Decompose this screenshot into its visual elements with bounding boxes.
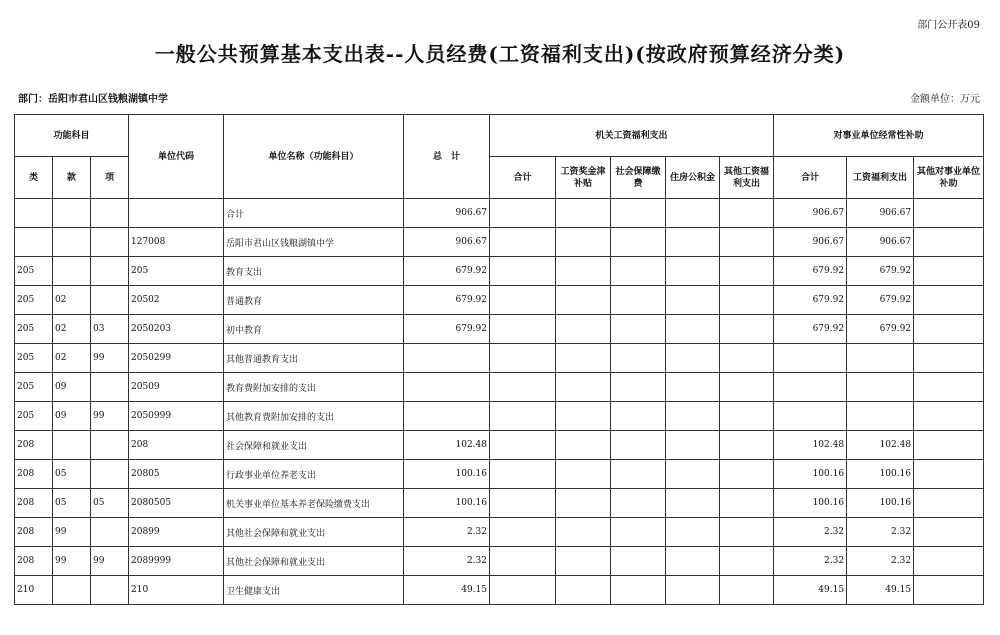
cell-org-sum xyxy=(490,344,556,373)
cell-unit-name: 其他教育费附加安排的支出 xyxy=(224,402,404,431)
cell-pub-other xyxy=(914,199,984,228)
cell-total: 2.32 xyxy=(404,518,490,547)
cell-org-bonus xyxy=(556,199,611,228)
cell-total: 679.92 xyxy=(404,257,490,286)
cell-unit-name: 合计 xyxy=(224,199,404,228)
cell-unit-name: 普通教育 xyxy=(224,286,404,315)
cell-total: 100.16 xyxy=(404,460,490,489)
cell-kuan xyxy=(53,257,91,286)
table-row xyxy=(15,199,984,228)
cell-org-bonus xyxy=(556,373,611,402)
cell-pub-other xyxy=(914,431,984,460)
cell-org-sum xyxy=(490,286,556,315)
cell-xiang xyxy=(91,257,129,286)
cell-lei: 205 xyxy=(15,402,53,431)
cell-kuan: 05 xyxy=(53,489,91,518)
cell-org-bonus xyxy=(556,547,611,576)
header-org-bonus: 工资奖金津补贴 xyxy=(556,157,611,199)
cell-pub-other xyxy=(914,257,984,286)
cell-xiang xyxy=(91,373,129,402)
cell-pub-wage: 679.92 xyxy=(847,286,914,315)
header-org-housing: 住房公积金 xyxy=(666,157,720,199)
cell-pub-sum: 100.16 xyxy=(774,460,847,489)
cell-org-social xyxy=(611,315,666,344)
cell-pub-sum: 906.67 xyxy=(774,228,847,257)
cell-org-other xyxy=(720,286,774,315)
cell-org-social xyxy=(611,518,666,547)
cell-org-sum xyxy=(490,489,556,518)
cell-org-social xyxy=(611,489,666,518)
cell-org-social xyxy=(611,460,666,489)
cell-xiang: 05 xyxy=(91,489,129,518)
cell-unit-name: 卫生健康支出 xyxy=(224,576,404,605)
header-xiang: 项 xyxy=(91,157,129,199)
cell-pub-other xyxy=(914,228,984,257)
table-row xyxy=(15,518,984,547)
cell-org-sum xyxy=(490,431,556,460)
cell-pub-wage xyxy=(847,344,914,373)
cell-total xyxy=(404,344,490,373)
cell-xiang xyxy=(91,576,129,605)
cell-kuan xyxy=(53,431,91,460)
cell-unit-code: 205 xyxy=(129,257,224,286)
cell-pub-wage: 49.15 xyxy=(847,576,914,605)
cell-kuan: 05 xyxy=(53,460,91,489)
table-row xyxy=(15,460,984,489)
cell-org-other xyxy=(720,489,774,518)
cell-kuan: 02 xyxy=(53,286,91,315)
cell-kuan: 99 xyxy=(53,547,91,576)
table-row xyxy=(15,257,984,286)
cell-xiang: 99 xyxy=(91,547,129,576)
cell-lei: 205 xyxy=(15,373,53,402)
cell-org-social xyxy=(611,431,666,460)
header-pub-wage: 工资福利支出 xyxy=(847,157,914,199)
cell-pub-wage: 679.92 xyxy=(847,257,914,286)
cell-pub-sum xyxy=(774,402,847,431)
cell-pub-sum: 102.48 xyxy=(774,431,847,460)
cell-kuan xyxy=(53,576,91,605)
cell-pub-other xyxy=(914,460,984,489)
cell-pub-other xyxy=(914,576,984,605)
header-lei: 类 xyxy=(15,157,53,199)
table-body xyxy=(15,199,984,605)
cell-org-housing xyxy=(666,547,720,576)
cell-unit-name: 机关事业单位基本养老保险缴费支出 xyxy=(224,489,404,518)
cell-org-housing xyxy=(666,286,720,315)
table-row xyxy=(15,576,984,605)
table-row xyxy=(15,373,984,402)
cell-org-sum xyxy=(490,373,556,402)
cell-unit-code: 2089999 xyxy=(129,547,224,576)
cell-unit-code: 210 xyxy=(129,576,224,605)
cell-unit-code: 20509 xyxy=(129,373,224,402)
cell-unit-code: 2050999 xyxy=(129,402,224,431)
cell-org-social xyxy=(611,228,666,257)
cell-xiang xyxy=(91,286,129,315)
page-title: 一般公共预算基本支出表--人员经费(工资福利支出)(按政府预算经济分类) xyxy=(154,42,846,66)
cell-pub-other xyxy=(914,373,984,402)
cell-xiang: 99 xyxy=(91,402,129,431)
header-org-sum: 合计 xyxy=(490,157,556,199)
cell-org-other xyxy=(720,576,774,605)
cell-org-housing xyxy=(666,518,720,547)
cell-pub-other xyxy=(914,344,984,373)
cell-kuan: 02 xyxy=(53,315,91,344)
cell-org-sum xyxy=(490,228,556,257)
cell-org-social xyxy=(611,286,666,315)
cell-unit-code: 127008 xyxy=(129,228,224,257)
cell-pub-wage: 2.32 xyxy=(847,547,914,576)
cell-org-other xyxy=(720,373,774,402)
cell-org-sum xyxy=(490,518,556,547)
cell-kuan xyxy=(53,228,91,257)
cell-lei: 208 xyxy=(15,489,53,518)
cell-lei: 208 xyxy=(15,460,53,489)
cell-org-housing xyxy=(666,373,720,402)
cell-lei xyxy=(15,228,53,257)
cell-total: 679.92 xyxy=(404,315,490,344)
cell-org-housing xyxy=(666,315,720,344)
cell-org-housing xyxy=(666,460,720,489)
cell-org-sum xyxy=(490,547,556,576)
header-unit-code: 单位代码 xyxy=(129,115,224,199)
cell-unit-code: 208 xyxy=(129,431,224,460)
cell-pub-sum: 679.92 xyxy=(774,315,847,344)
cell-pub-sum: 679.92 xyxy=(774,286,847,315)
cell-pub-wage: 102.48 xyxy=(847,431,914,460)
cell-pub-sum xyxy=(774,373,847,402)
cell-org-housing xyxy=(666,489,720,518)
cell-unit-code: 20899 xyxy=(129,518,224,547)
cell-pub-wage: 100.16 xyxy=(847,460,914,489)
cell-pub-wage: 2.32 xyxy=(847,518,914,547)
cell-unit-name: 行政事业单位养老支出 xyxy=(224,460,404,489)
cell-xiang xyxy=(91,431,129,460)
cell-org-other xyxy=(720,199,774,228)
cell-xiang: 03 xyxy=(91,315,129,344)
cell-org-housing xyxy=(666,199,720,228)
cell-org-social xyxy=(611,344,666,373)
cell-pub-sum xyxy=(774,344,847,373)
form-number: 部门公开表09 xyxy=(917,20,980,31)
cell-pub-wage: 679.92 xyxy=(847,315,914,344)
cell-pub-sum: 679.92 xyxy=(774,257,847,286)
cell-org-sum xyxy=(490,315,556,344)
cell-unit-code: 20805 xyxy=(129,460,224,489)
amount-unit-label: 金额单位：万元 xyxy=(910,94,980,105)
cell-org-social xyxy=(611,547,666,576)
cell-org-other xyxy=(720,228,774,257)
cell-org-bonus xyxy=(556,344,611,373)
cell-org-sum xyxy=(490,257,556,286)
cell-total: 906.67 xyxy=(404,228,490,257)
cell-unit-code: 2050203 xyxy=(129,315,224,344)
cell-org-bonus xyxy=(556,431,611,460)
cell-unit-code: 2080505 xyxy=(129,489,224,518)
table-row xyxy=(15,431,984,460)
table-row xyxy=(15,315,984,344)
cell-unit-code xyxy=(129,199,224,228)
cell-org-social xyxy=(611,576,666,605)
cell-unit-code: 20502 xyxy=(129,286,224,315)
cell-org-housing xyxy=(666,402,720,431)
cell-total: 679.92 xyxy=(404,286,490,315)
cell-org-housing xyxy=(666,257,720,286)
cell-lei: 210 xyxy=(15,576,53,605)
cell-xiang xyxy=(91,199,129,228)
cell-pub-wage: 906.67 xyxy=(847,228,914,257)
cell-unit-code: 2050299 xyxy=(129,344,224,373)
cell-kuan xyxy=(53,199,91,228)
cell-pub-sum: 906.67 xyxy=(774,199,847,228)
cell-total: 2.32 xyxy=(404,547,490,576)
cell-org-sum xyxy=(490,576,556,605)
cell-pub-other xyxy=(914,518,984,547)
cell-lei: 208 xyxy=(15,431,53,460)
table-row xyxy=(15,489,984,518)
cell-org-sum xyxy=(490,199,556,228)
cell-org-social xyxy=(611,373,666,402)
cell-org-sum xyxy=(490,460,556,489)
cell-org-bonus xyxy=(556,489,611,518)
cell-pub-wage: 100.16 xyxy=(847,489,914,518)
cell-unit-name: 教育支出 xyxy=(224,257,404,286)
cell-unit-name: 社会保障和就业支出 xyxy=(224,431,404,460)
cell-total: 100.16 xyxy=(404,489,490,518)
cell-xiang xyxy=(91,460,129,489)
cell-org-bonus xyxy=(556,402,611,431)
cell-total: 49.15 xyxy=(404,576,490,605)
cell-xiang xyxy=(91,518,129,547)
header-org-social: 社会保障缴费 xyxy=(611,157,666,199)
department-label: 部门：岳阳市君山区钱粮湖镇中学 xyxy=(18,94,168,105)
cell-org-other xyxy=(720,460,774,489)
cell-org-bonus xyxy=(556,286,611,315)
cell-org-other xyxy=(720,402,774,431)
cell-unit-name: 其他普通教育支出 xyxy=(224,344,404,373)
header-kuan: 款 xyxy=(53,157,91,199)
cell-kuan: 09 xyxy=(53,373,91,402)
cell-unit-name: 教育费附加安排的支出 xyxy=(224,373,404,402)
cell-org-bonus xyxy=(556,228,611,257)
cell-org-bonus xyxy=(556,460,611,489)
cell-unit-name: 岳阳市君山区钱粮湖镇中学 xyxy=(224,228,404,257)
cell-total: 906.67 xyxy=(404,199,490,228)
cell-pub-other xyxy=(914,402,984,431)
cell-lei: 205 xyxy=(15,344,53,373)
cell-lei: 208 xyxy=(15,547,53,576)
cell-pub-sum: 100.16 xyxy=(774,489,847,518)
cell-org-bonus xyxy=(556,257,611,286)
cell-pub-wage xyxy=(847,402,914,431)
cell-org-social xyxy=(611,199,666,228)
cell-total xyxy=(404,373,490,402)
cell-org-bonus xyxy=(556,518,611,547)
cell-unit-name: 其他社会保障和就业支出 xyxy=(224,518,404,547)
header-pub-other: 其他对事业单位补助 xyxy=(914,157,984,199)
header-unit-name: 单位名称（功能科目） xyxy=(224,115,404,199)
cell-pub-other xyxy=(914,286,984,315)
cell-org-other xyxy=(720,257,774,286)
cell-org-other xyxy=(720,547,774,576)
cell-pub-sum: 2.32 xyxy=(774,518,847,547)
cell-lei: 205 xyxy=(15,257,53,286)
cell-kuan: 09 xyxy=(53,402,91,431)
cell-total: 102.48 xyxy=(404,431,490,460)
cell-org-housing xyxy=(666,576,720,605)
cell-pub-sum: 49.15 xyxy=(774,576,847,605)
header-public-subsidy-group: 对事业单位经常性补助 xyxy=(774,115,984,157)
cell-pub-other xyxy=(914,315,984,344)
header-func-subject: 功能科目 xyxy=(15,115,129,157)
cell-lei: 208 xyxy=(15,518,53,547)
budget-table xyxy=(14,114,984,605)
table-row xyxy=(15,344,984,373)
table-row xyxy=(15,228,984,257)
cell-lei xyxy=(15,199,53,228)
cell-org-bonus xyxy=(556,576,611,605)
cell-org-other xyxy=(720,315,774,344)
cell-lei: 205 xyxy=(15,315,53,344)
cell-org-other xyxy=(720,431,774,460)
table-row xyxy=(15,286,984,315)
cell-total xyxy=(404,402,490,431)
header-org-wage-group: 机关工资福利支出 xyxy=(490,115,774,157)
cell-xiang: 99 xyxy=(91,344,129,373)
cell-org-housing xyxy=(666,228,720,257)
cell-kuan: 02 xyxy=(53,344,91,373)
cell-xiang xyxy=(91,228,129,257)
cell-unit-name: 其他社会保障和就业支出 xyxy=(224,547,404,576)
cell-kuan: 99 xyxy=(53,518,91,547)
cell-org-housing xyxy=(666,431,720,460)
cell-org-housing xyxy=(666,344,720,373)
cell-lei: 205 xyxy=(15,286,53,315)
table-row xyxy=(15,402,984,431)
cell-pub-other xyxy=(914,547,984,576)
cell-org-social xyxy=(611,257,666,286)
cell-unit-name: 初中教育 xyxy=(224,315,404,344)
cell-pub-wage xyxy=(847,373,914,402)
cell-org-sum xyxy=(490,402,556,431)
cell-pub-sum: 2.32 xyxy=(774,547,847,576)
header-org-other: 其他工资福利支出 xyxy=(720,157,774,199)
table-row xyxy=(15,547,984,576)
cell-org-bonus xyxy=(556,315,611,344)
cell-org-other xyxy=(720,344,774,373)
header-pub-sum: 合计 xyxy=(774,157,847,199)
cell-pub-wage: 906.67 xyxy=(847,199,914,228)
cell-org-social xyxy=(611,402,666,431)
header-total: 总 计 xyxy=(404,115,490,199)
cell-pub-other xyxy=(914,489,984,518)
cell-org-other xyxy=(720,518,774,547)
